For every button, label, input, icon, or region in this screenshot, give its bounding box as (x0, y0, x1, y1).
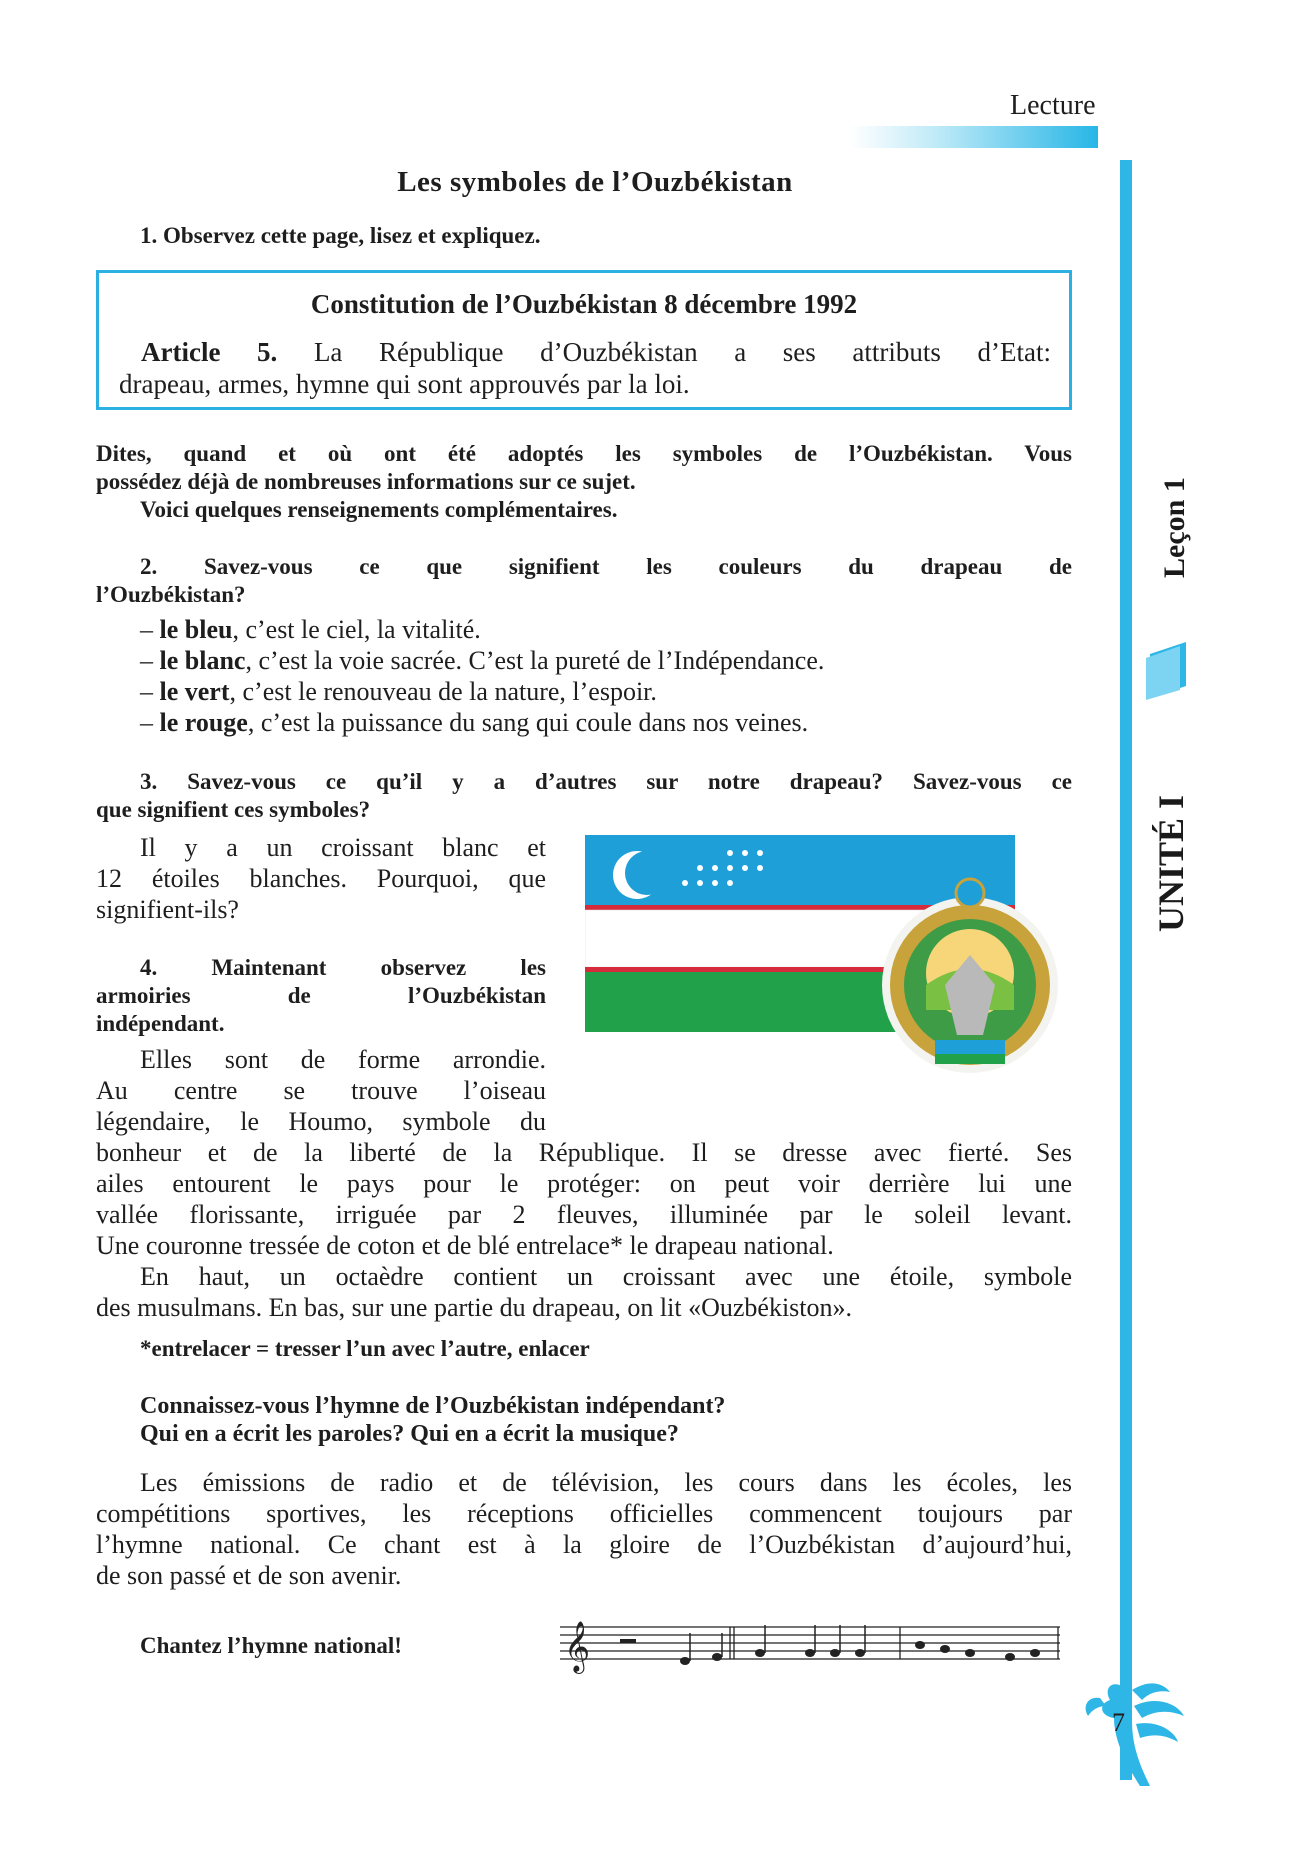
constitution-title: Constitution de l’Ouzbékistan 8 décembre 1992 (310, 289, 858, 319)
arms-text-2: Au centre se trouve l’oiseau (96, 1076, 546, 1105)
flag-and-emblem-image (585, 835, 1075, 1084)
arms-full-1: bonheur et de la liberté de la République. Il se dresse avec fierté. Ses (96, 1138, 1072, 1167)
article-line-2: drapeau, armes, hymne qui sont approuvés par la loi. (119, 369, 690, 399)
anthem-music-notation (560, 1597, 1060, 1681)
arms-full-3: vallée florissante, irriguée par 2 fleuves, illuminée par le soleil levant. (96, 1200, 1072, 1229)
exercise-2-line-1: 2. Savez-vous ce que signifient les couleurs du drapeau de (140, 554, 1072, 579)
color-desc-blue: , c’est le ciel, la vitalité. (232, 615, 481, 644)
article-label: Article 5. (141, 337, 278, 367)
arms-text-3: légendaire, le Houmo, symbole du (96, 1107, 546, 1136)
constitution-box (96, 270, 1072, 410)
exercise-3-line-2: que signifient ces symboles? (96, 797, 371, 822)
exercise-1-instruction: 1. Observez cette page, lisez et expliquez. (140, 223, 541, 248)
color-desc-red: , c’est la puissance du sang qui coule dans nos veines. (247, 708, 809, 737)
exercise-4-line-3: indépendant. (96, 1011, 225, 1036)
anthem-text-4: de son passé et de son avenir. (96, 1561, 402, 1590)
lesson-label: Leçon 1 (1158, 477, 1191, 578)
anthem-question-1: Connaissez-vous l’hymne de l’Ouzbékistan indépendant? (140, 1393, 726, 1419)
intro-line-3: Voici quelques renseignements complémentaires. (140, 497, 618, 522)
anthem-text-3: l’hymne national. Ce chant est à la gloire de l’Ouzbékistan d’aujourd’hui, (96, 1530, 1072, 1559)
anthem-text-2: compétitions sportives, les réceptions officielles commencent toujours par (96, 1499, 1072, 1528)
exercise-4-line-1: 4. Maintenant observez les (140, 955, 546, 980)
octa-text-2: des musulmans. En bas, sur une partie du drapeau, on lit «Ouzbékiston». (96, 1293, 853, 1322)
sing-instruction: Chantez l’hymne national! (140, 1633, 402, 1658)
color-item-white: – le blanc, c’est la voie sacrée. C’est la pureté de l’Indépendance. (140, 646, 825, 675)
color-term-green: le vert (159, 677, 230, 706)
octa-text-1: En haut, un octaèdre contient un croissant avec une étoile, symbole (140, 1262, 1072, 1291)
footnote: *entrelacer = tresser l’un avec l’autre, enlacer (140, 1336, 590, 1361)
unit-label: UNITÉ I (1151, 794, 1191, 932)
book-icon (1146, 640, 1192, 704)
color-desc-white: , c’est la voie sacrée. C’est la pureté de l’Indépendance. (245, 646, 825, 675)
crescent-text-3: signifient-ils? (96, 895, 239, 924)
crescent-text-2: 12 étoiles blanches. Pourquoi, que (96, 864, 546, 893)
color-term-red: le rouge (159, 708, 248, 737)
intro-line-2: possédez déjà de nombreuses informations sur ce sujet. (96, 469, 636, 494)
exercise-2-line-2: l’Ouzbékistan? (96, 582, 246, 607)
section-header: Lecture (1010, 90, 1096, 121)
exercise-3-line-1: 3. Savez-vous ce qu’il y a d’autres sur notre drapeau? Savez-vous ce (140, 769, 1072, 794)
article-text-1: La République d’Ouzbékistan a ses attributs d’Etat: (313, 337, 1051, 367)
color-item-green: – le vert, c’est le renouveau de la nature, l’espoir. (140, 677, 657, 706)
page-title: Les symboles de l’Ouzbékistan (397, 166, 793, 198)
svg-text:𝄞: 𝄞 (564, 1621, 591, 1672)
arms-full-4: Une couronne tressée de coton et de blé entrelace* le drapeau national. (96, 1231, 834, 1260)
crescent-text-1: Il y a un croissant blanc et (140, 833, 546, 862)
intro-line-1: Dites, quand et où ont été adoptés les symboles de l’Ouzbékistan. Vous (96, 441, 1072, 466)
color-term-white: le blanc (159, 646, 246, 675)
color-item-blue: – le bleu, c’est le ciel, la vitalité. (140, 615, 481, 644)
color-item-red: – le rouge, c’est la puissance du sang qui coule dans nos veines. (140, 708, 809, 737)
color-term-blue: le bleu (159, 615, 233, 644)
page-number: 7 (1112, 1708, 1125, 1737)
hand-decoration-icon (1070, 1640, 1210, 1794)
arms-full-2: ailes entourent le pays pour le protéger: on peut voir derrière lui une (96, 1169, 1072, 1198)
article-line-1 (119, 336, 1051, 368)
header-accent-bar (850, 126, 1098, 148)
anthem-text-1: Les émissions de radio et de télévision, les cours dans les écoles, les (140, 1468, 1072, 1497)
arms-text-1: Elles sont de forme arrondie. (140, 1045, 546, 1074)
anthem-question-2: Qui en a écrit les paroles? Qui en a écrit la musique? (140, 1421, 679, 1447)
sidebar-accent-bar (1120, 160, 1132, 1780)
exercise-4-line-2: armoiries de l’Ouzbékistan (96, 983, 546, 1008)
color-desc-green: , c’est le renouveau de la nature, l’espoir. (229, 677, 657, 706)
